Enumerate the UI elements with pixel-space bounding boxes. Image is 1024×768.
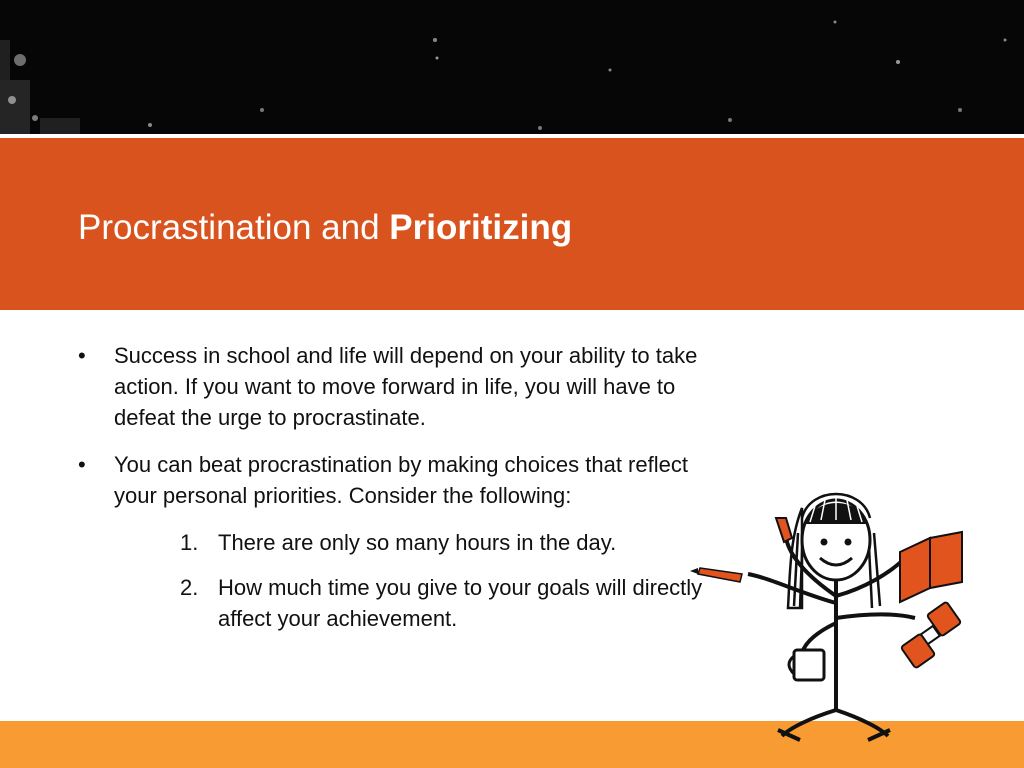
numbered-text: There are only so many hours in the day. (218, 530, 617, 555)
numbered-marker: 2. (180, 575, 199, 600)
bullet-text: You can beat procrastination by making choices that reflect your personal priorities. Consider the following: (114, 452, 688, 508)
numbered-item (180, 527, 718, 558)
bullet-marker: • (78, 452, 86, 477)
grunge-header-band (0, 0, 1024, 134)
grunge-texture (0, 0, 1024, 134)
numbered-marker: 1. (180, 530, 199, 555)
slide-title (78, 208, 572, 248)
bullet-item (78, 340, 718, 433)
numbered-text: How much time you give to your goals will directly affect your achievement. (218, 575, 703, 631)
multitasking-stick-figure-icon (690, 478, 980, 768)
slide-title-bold: Prioritizing (389, 208, 573, 247)
bullet-text: Success in school and life will depend on your ability to take action. If you want to move forward in life, you will have to defeat the urge to procrastinate. (114, 343, 698, 430)
bullet-marker: • (78, 343, 86, 368)
slide-body (78, 340, 718, 648)
numbered-item (180, 572, 718, 634)
slide-title-regular: Procrastination and (78, 208, 390, 247)
bullet-item (78, 449, 718, 511)
